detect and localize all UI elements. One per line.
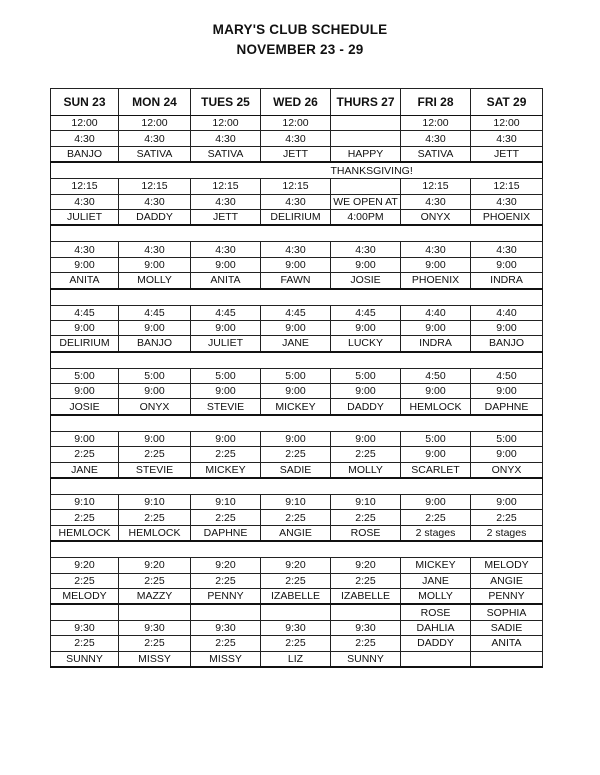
end-time-cell: 4:30 — [261, 194, 331, 209]
performer-cell: ONYX — [401, 209, 471, 225]
spacer-cell — [331, 478, 401, 495]
start-time-cell — [331, 116, 401, 131]
spacer-cell — [471, 225, 543, 242]
performer-cell: JANE — [51, 462, 119, 478]
extra-performer-cell: ROSE — [401, 604, 471, 620]
start-time-cell: 9:20 — [191, 558, 261, 573]
page-title: MARY'S CLUB SCHEDULE — [212, 22, 388, 37]
performer-cell — [471, 651, 543, 667]
end-time-cell — [331, 131, 401, 146]
end-time-cell: ANGIE — [471, 573, 543, 588]
start-time-cell: 4:30 — [331, 242, 401, 257]
start-time-cell: 12:15 — [401, 179, 471, 194]
end-time-cell: 2:25 — [51, 636, 119, 651]
start-time-cell: 9:20 — [261, 558, 331, 573]
performer-cell: ANGIE — [261, 525, 331, 541]
performer-cell: JOSIE — [331, 273, 401, 289]
end-time-cell: 9:00 — [471, 257, 543, 272]
performer-cell: PENNY — [471, 588, 543, 604]
spacer-cell — [191, 415, 261, 432]
end-time-cell: 4:30 — [401, 131, 471, 146]
start-time-row — [51, 620, 543, 635]
performer-row — [51, 273, 543, 289]
spacer-row — [51, 541, 543, 558]
performer-cell: DADDY — [331, 399, 401, 415]
spacer-cell — [119, 352, 191, 369]
start-time-cell: 12:00 — [51, 116, 119, 131]
start-time-cell: 4:30 — [261, 242, 331, 257]
start-time-cell: 4:40 — [471, 305, 543, 320]
start-time-cell: 4:45 — [261, 305, 331, 320]
performer-row — [51, 588, 543, 604]
end-time-row — [51, 510, 543, 525]
end-time-cell: 9:00 — [331, 257, 401, 272]
end-time-cell: 4:30 — [191, 194, 261, 209]
start-time-cell: SADIE — [471, 620, 543, 635]
spacer-cell — [191, 352, 261, 369]
performer-row — [51, 651, 543, 667]
extra-performer-cell — [261, 604, 331, 620]
end-time-cell: 9:00 — [51, 257, 119, 272]
spacer-cell — [401, 541, 471, 558]
spacer-row — [51, 415, 543, 432]
end-time-cell: 9:00 — [191, 320, 261, 335]
start-time-cell: 9:30 — [51, 620, 119, 635]
spacer-cell — [331, 225, 401, 242]
end-time-cell: 9:00 — [401, 384, 471, 399]
start-time-row — [51, 305, 543, 320]
extra-performer-cell: SOPHIA — [471, 604, 543, 620]
performer-cell: BANJO — [51, 146, 119, 162]
end-time-cell: 2:25 — [261, 636, 331, 651]
performer-row — [51, 462, 543, 478]
end-time-cell: 9:00 — [261, 320, 331, 335]
end-time-cell: WE OPEN AT — [331, 194, 401, 209]
end-time-cell: 4:30 — [191, 131, 261, 146]
day-header-row — [51, 89, 543, 116]
end-time-cell: 2:25 — [331, 447, 401, 462]
start-time-cell: 9:00 — [119, 431, 191, 446]
page-subtitle: NOVEMBER 23 - 29 — [236, 42, 364, 57]
end-time-cell: 2:25 — [51, 447, 119, 462]
performer-cell: DELIRIUM — [51, 336, 119, 352]
start-time-cell: 9:10 — [119, 495, 191, 510]
end-time-cell: 2:25 — [191, 447, 261, 462]
spacer-cell — [401, 289, 471, 306]
performer-row — [51, 209, 543, 225]
start-time-cell: 9:00 — [471, 495, 543, 510]
start-time-cell: 9:30 — [261, 620, 331, 635]
start-time-cell: 9:30 — [119, 620, 191, 635]
start-time-cell: 9:00 — [401, 495, 471, 510]
end-time-cell: 2:25 — [119, 636, 191, 651]
schedule-table — [50, 88, 543, 668]
spacer-cell — [471, 541, 543, 558]
performer-row — [51, 336, 543, 352]
spacer-cell — [331, 415, 401, 432]
end-time-row — [51, 257, 543, 272]
start-time-cell: 12:15 — [191, 179, 261, 194]
start-time-cell: 4:30 — [119, 242, 191, 257]
start-time-cell: 4:45 — [51, 305, 119, 320]
spacer-cell — [401, 352, 471, 369]
spacer-cell — [261, 289, 331, 306]
start-time-row — [51, 431, 543, 446]
performer-cell: MOLLY — [119, 273, 191, 289]
performer-cell: MOLLY — [331, 462, 401, 478]
spacer-row — [51, 162, 543, 179]
end-time-cell: JANE — [401, 573, 471, 588]
start-time-cell: 9:00 — [191, 431, 261, 446]
spacer-cell — [119, 289, 191, 306]
performer-cell: HEMLOCK — [51, 525, 119, 541]
start-time-cell: 9:20 — [331, 558, 401, 573]
end-time-cell: 2:25 — [51, 510, 119, 525]
spacer-cell — [471, 289, 543, 306]
spacer-cell — [119, 541, 191, 558]
start-time-cell: 5:00 — [471, 431, 543, 446]
spacer-cell — [119, 415, 191, 432]
extra-performer-cell — [331, 604, 401, 620]
spacer-cell — [471, 415, 543, 432]
spacer-cell — [191, 541, 261, 558]
performer-cell: SUNNY — [51, 651, 119, 667]
end-time-cell: 9:00 — [51, 320, 119, 335]
performer-cell: DAPHNE — [471, 399, 543, 415]
performer-cell: MAZZY — [119, 588, 191, 604]
spacer-cell — [191, 162, 261, 179]
start-time-cell: 9:10 — [191, 495, 261, 510]
start-time-cell: 12:15 — [471, 179, 543, 194]
end-time-row — [51, 320, 543, 335]
end-time-cell: 9:00 — [471, 447, 543, 462]
start-time-cell: 5:00 — [119, 368, 191, 383]
performer-cell: JETT — [471, 146, 543, 162]
end-time-cell: 2:25 — [191, 510, 261, 525]
start-time-cell: 9:10 — [51, 495, 119, 510]
end-time-cell: 2:25 — [191, 573, 261, 588]
spacer-cell — [51, 352, 119, 369]
start-time-cell: 5:00 — [401, 431, 471, 446]
start-time-row — [51, 116, 543, 131]
end-time-cell: 2:25 — [261, 447, 331, 462]
end-time-cell: 4:30 — [471, 194, 543, 209]
performer-cell: DELIRIUM — [261, 209, 331, 225]
performer-cell: DAPHNE — [191, 525, 261, 541]
performer-cell: PHOENIX — [471, 209, 543, 225]
performer-cell: MISSY — [119, 651, 191, 667]
day-header: THURS 27 — [331, 89, 401, 116]
start-time-cell: 4:45 — [191, 305, 261, 320]
performer-cell: BANJO — [119, 336, 191, 352]
performer-cell: SATIVA — [119, 146, 191, 162]
end-time-row — [51, 194, 543, 209]
end-time-cell: 9:00 — [261, 257, 331, 272]
end-time-cell: 9:00 — [401, 320, 471, 335]
performer-cell: IZABELLE — [331, 588, 401, 604]
day-header: FRI 28 — [401, 89, 471, 116]
extra-performer-cell — [191, 604, 261, 620]
start-time-cell — [331, 179, 401, 194]
end-time-cell: 2:25 — [51, 573, 119, 588]
start-time-cell: 12:00 — [119, 116, 191, 131]
performer-cell: SATIVA — [191, 146, 261, 162]
performer-cell: DADDY — [119, 209, 191, 225]
start-time-cell: 12:15 — [261, 179, 331, 194]
end-time-cell: 4:30 — [119, 131, 191, 146]
end-time-cell: 2:25 — [191, 636, 261, 651]
performer-cell: SUNNY — [331, 651, 401, 667]
performer-row — [51, 146, 543, 162]
end-time-cell: 9:00 — [261, 384, 331, 399]
spacer-cell — [119, 225, 191, 242]
start-time-cell: 5:00 — [261, 368, 331, 383]
performer-cell: STEVIE — [119, 462, 191, 478]
start-time-cell: 9:00 — [331, 431, 401, 446]
start-time-cell: DAHLIA — [401, 620, 471, 635]
performer-cell: JANE — [261, 336, 331, 352]
spacer-row — [51, 225, 543, 242]
spacer-cell — [401, 415, 471, 432]
performer-cell: INDRA — [401, 336, 471, 352]
spacer-cell — [191, 478, 261, 495]
performer-cell: HEMLOCK — [119, 525, 191, 541]
end-time-cell: 2:25 — [331, 510, 401, 525]
performer-cell — [401, 651, 471, 667]
end-time-cell: 9:00 — [51, 384, 119, 399]
start-time-cell: 12:00 — [471, 116, 543, 131]
end-time-cell: 9:00 — [471, 320, 543, 335]
spacer-cell — [261, 415, 331, 432]
day-header: TUES 25 — [191, 89, 261, 116]
spacer-row — [51, 352, 543, 369]
spacer-cell — [261, 162, 331, 179]
spacer-cell — [51, 415, 119, 432]
spacer-cell — [119, 478, 191, 495]
start-time-cell: 5:00 — [191, 368, 261, 383]
end-time-cell: 2:25 — [261, 510, 331, 525]
extra-performer-cell — [51, 604, 119, 620]
day-header: MON 24 — [119, 89, 191, 116]
performer-cell: MELODY — [51, 588, 119, 604]
start-time-row — [51, 242, 543, 257]
start-time-cell: 9:20 — [51, 558, 119, 573]
performer-cell: LUCKY — [331, 336, 401, 352]
performer-cell: 4:00PM — [331, 209, 401, 225]
start-time-cell: 4:30 — [401, 242, 471, 257]
spacer-cell — [471, 478, 543, 495]
performer-cell: ANITA — [51, 273, 119, 289]
end-time-row — [51, 384, 543, 399]
end-time-cell: 2:25 — [331, 573, 401, 588]
performer-cell: IZABELLE — [261, 588, 331, 604]
start-time-cell: MICKEY — [401, 558, 471, 573]
performer-cell: PHOENIX — [401, 273, 471, 289]
spacer-cell — [191, 289, 261, 306]
spacer-cell — [331, 289, 401, 306]
performer-cell: JETT — [191, 209, 261, 225]
start-time-cell: 4:30 — [51, 242, 119, 257]
start-time-cell: MELODY — [471, 558, 543, 573]
spacer-cell — [401, 478, 471, 495]
start-time-cell: 9:00 — [261, 431, 331, 446]
end-time-cell: 9:00 — [191, 384, 261, 399]
performer-cell: MISSY — [191, 651, 261, 667]
start-time-cell: 12:00 — [261, 116, 331, 131]
performer-cell: HAPPY — [331, 146, 401, 162]
start-time-cell: 4:30 — [191, 242, 261, 257]
spacer-cell — [331, 541, 401, 558]
end-time-cell: ANITA — [471, 636, 543, 651]
end-time-cell: 9:00 — [331, 384, 401, 399]
performer-cell: MICKEY — [191, 462, 261, 478]
end-time-cell: DADDY — [401, 636, 471, 651]
performer-cell: SADIE — [261, 462, 331, 478]
end-time-row — [51, 131, 543, 146]
start-time-cell: 4:50 — [471, 368, 543, 383]
performer-cell: INDRA — [471, 273, 543, 289]
spacer-cell — [261, 478, 331, 495]
performer-cell: PENNY — [191, 588, 261, 604]
end-time-row — [51, 573, 543, 588]
day-header: WED 26 — [261, 89, 331, 116]
performer-cell: JULIET — [51, 209, 119, 225]
start-time-cell: 4:50 — [401, 368, 471, 383]
end-time-cell: 2:25 — [471, 510, 543, 525]
start-time-cell: 12:15 — [51, 179, 119, 194]
end-time-cell: 4:30 — [471, 131, 543, 146]
holiday-note: THANKSGIVING! — [331, 162, 401, 179]
performer-cell: JULIET — [191, 336, 261, 352]
start-time-cell: 9:10 — [261, 495, 331, 510]
end-time-cell: 4:30 — [51, 131, 119, 146]
extra-performer-cell — [119, 604, 191, 620]
spacer-row — [51, 289, 543, 306]
end-time-cell: 9:00 — [119, 384, 191, 399]
performer-cell: MICKEY — [261, 399, 331, 415]
start-time-cell: 12:15 — [119, 179, 191, 194]
performer-cell: BANJO — [471, 336, 543, 352]
day-header: SAT 29 — [471, 89, 543, 116]
end-time-cell: 4:30 — [51, 194, 119, 209]
end-time-cell: 9:00 — [119, 257, 191, 272]
performer-cell: SCARLET — [401, 462, 471, 478]
start-time-cell: 4:45 — [119, 305, 191, 320]
start-time-cell: 12:00 — [191, 116, 261, 131]
end-time-cell: 9:00 — [471, 384, 543, 399]
start-time-cell: 4:30 — [471, 242, 543, 257]
end-time-cell: 4:30 — [401, 194, 471, 209]
start-time-row — [51, 558, 543, 573]
spacer-row — [51, 478, 543, 495]
end-time-cell: 2:25 — [119, 573, 191, 588]
end-time-cell: 9:00 — [331, 320, 401, 335]
start-time-cell: 5:00 — [51, 368, 119, 383]
end-time-cell: 9:00 — [401, 257, 471, 272]
start-time-cell: 9:30 — [331, 620, 401, 635]
performer-row — [51, 525, 543, 541]
end-time-row — [51, 636, 543, 651]
start-time-cell: 5:00 — [331, 368, 401, 383]
start-time-row — [51, 179, 543, 194]
start-time-cell: 12:00 — [401, 116, 471, 131]
start-time-cell: 9:30 — [191, 620, 261, 635]
end-time-cell: 9:00 — [191, 257, 261, 272]
end-time-cell: 4:30 — [261, 131, 331, 146]
performer-cell: ONYX — [119, 399, 191, 415]
spacer-cell — [119, 162, 191, 179]
spacer-cell — [261, 541, 331, 558]
performer-cell: SATIVA — [401, 146, 471, 162]
performer-cell: STEVIE — [191, 399, 261, 415]
spacer-cell — [331, 352, 401, 369]
spacer-cell — [51, 162, 119, 179]
performer-cell: LIZ — [261, 651, 331, 667]
performer-cell: 2 stages — [471, 525, 543, 541]
spacer-cell — [51, 541, 119, 558]
end-time-cell: 9:00 — [401, 447, 471, 462]
spacer-cell — [191, 225, 261, 242]
performer-cell: ROSE — [331, 525, 401, 541]
performer-cell: FAWN — [261, 273, 331, 289]
spacer-cell — [401, 225, 471, 242]
spacer-cell — [51, 478, 119, 495]
performer-cell: JETT — [261, 146, 331, 162]
start-time-cell: 4:45 — [331, 305, 401, 320]
performer-cell: ANITA — [191, 273, 261, 289]
end-time-cell: 2:25 — [261, 573, 331, 588]
end-time-cell: 2:25 — [119, 447, 191, 462]
end-time-row — [51, 447, 543, 462]
performer-cell: MOLLY — [401, 588, 471, 604]
performer-cell: ONYX — [471, 462, 543, 478]
spacer-cell — [471, 162, 543, 179]
end-time-cell: 2:25 — [119, 510, 191, 525]
performer-cell: 2 stages — [401, 525, 471, 541]
start-time-cell: 9:20 — [119, 558, 191, 573]
start-time-row — [51, 368, 543, 383]
performer-row — [51, 399, 543, 415]
start-time-cell: 9:00 — [51, 431, 119, 446]
extra-performer-row — [51, 604, 543, 620]
spacer-cell — [471, 352, 543, 369]
day-header: SUN 23 — [51, 89, 119, 116]
performer-cell: JOSIE — [51, 399, 119, 415]
performer-cell: HEMLOCK — [401, 399, 471, 415]
spacer-cell — [261, 352, 331, 369]
spacer-cell — [51, 289, 119, 306]
spacer-cell — [261, 225, 331, 242]
end-time-cell: 9:00 — [119, 320, 191, 335]
start-time-cell: 4:40 — [401, 305, 471, 320]
end-time-cell: 2:25 — [401, 510, 471, 525]
end-time-cell: 2:25 — [331, 636, 401, 651]
start-time-row — [51, 495, 543, 510]
spacer-cell — [51, 225, 119, 242]
start-time-cell: 9:10 — [331, 495, 401, 510]
end-time-cell: 4:30 — [119, 194, 191, 209]
